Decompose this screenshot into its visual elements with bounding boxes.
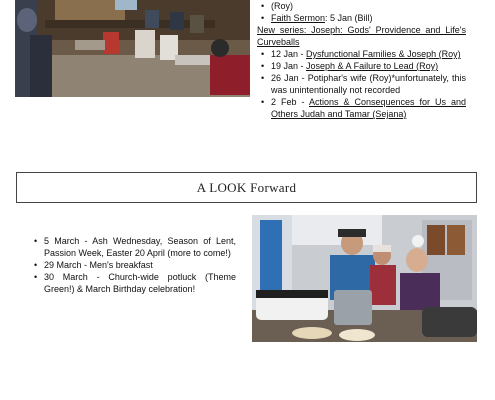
series-heading[interactable]: New series: Joseph: Gods' Providence and Life's Curveballs [257,25,466,47]
list-item: • 29 March - Men's breakfast [30,259,236,271]
sermon-date: 12 Jan - [271,49,307,59]
list-item [257,96,466,120]
kitchen-photo [252,215,477,342]
list-item [257,60,466,72]
sermon-note: 26 Jan - Potiphar's wife (Roy)*unfortunately, this was unintentionally not recorded [271,73,466,95]
congregation-image [15,0,250,97]
sermon-link[interactable]: Dysfunctional Families & Joseph (Roy) [306,49,461,59]
upcoming-events-list [30,235,236,295]
kitchen-image [252,215,477,342]
section-banner [16,172,477,203]
sermon-list-section [257,0,466,120]
sermon-link[interactable]: Joseph & A Failure to Lead (Roy) [306,61,439,71]
faith-sermon-date: : 5 Jan (Bill) [325,13,373,23]
sermon-top-item: (Roy) [271,1,293,11]
list-item [257,72,466,96]
sermon-date: 19 Jan - [271,61,307,71]
list-item: • 5 March - Ash Wednesday, Season of Lent, Passion Week, Easter 20 April (more to come!) [30,235,236,259]
congregation-photo [15,0,250,97]
banner-title: A LOOK Forward [196,179,297,195]
list-item [257,0,466,12]
sermon-date: 2 Feb - [271,97,309,107]
list-item [257,12,466,24]
list-item: • 30 March - Church-wide potluck (Theme Green!) & March Birthday celebration! [30,271,236,295]
sermon-link[interactable]: Actions & Consequences for Us and Others Judah and Tamar (Sejana) [271,97,466,119]
list-item [257,48,466,60]
faith-sermon-link[interactable]: Faith Sermon [271,13,326,23]
